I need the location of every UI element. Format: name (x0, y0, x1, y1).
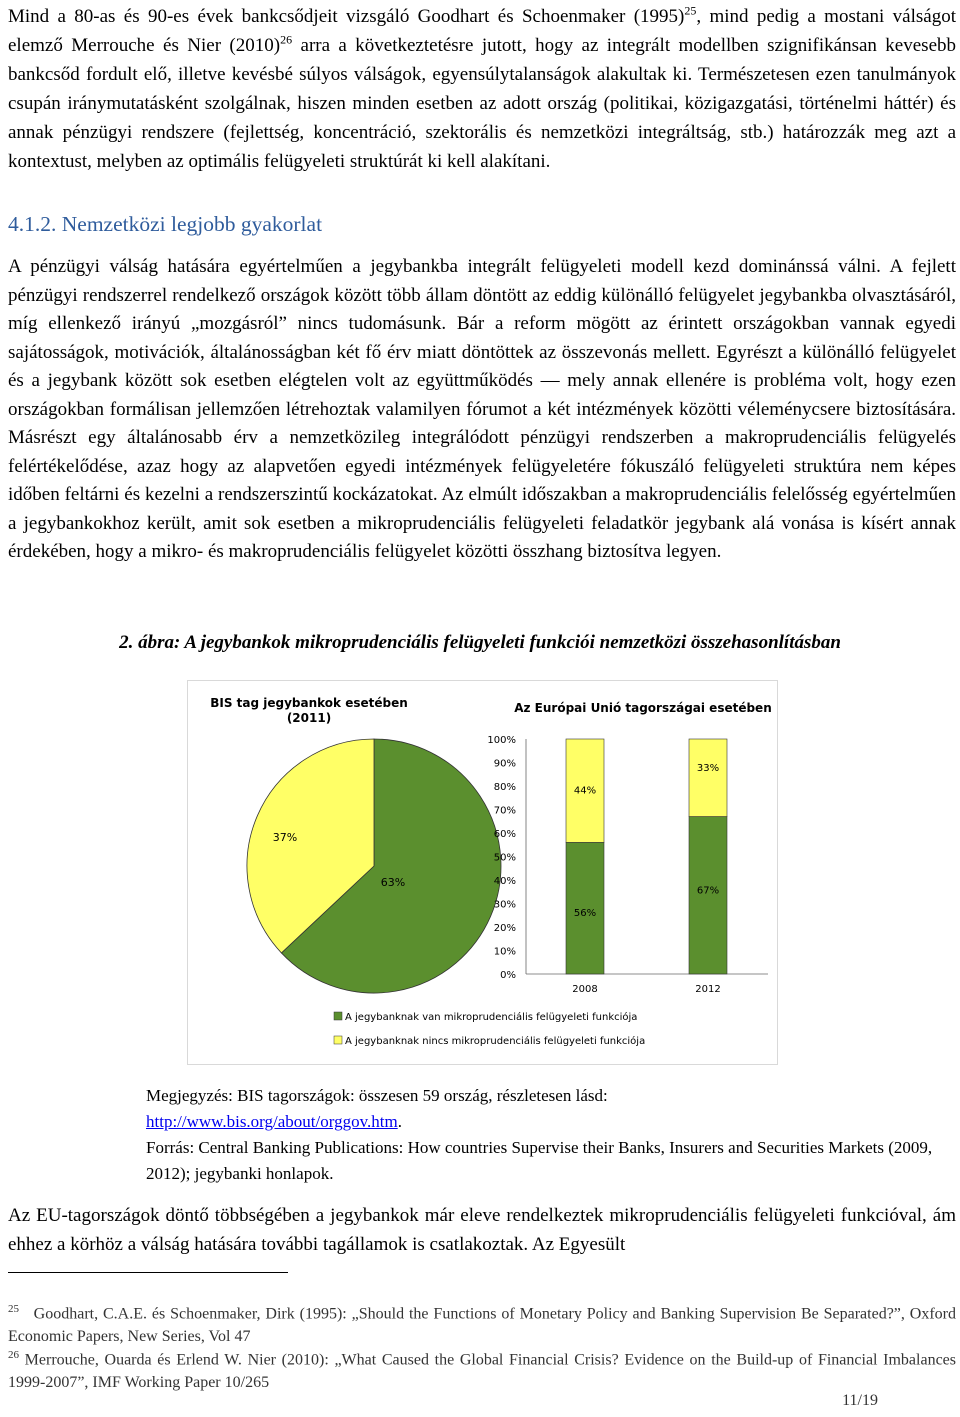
y-tick-label: 30% (493, 899, 516, 911)
intro-paragraph (8, 2, 956, 176)
y-tick-label: 60% (493, 829, 516, 840)
intro-text-1: Mind a 80-as és 90-es évek bankcsődjeit vizsgáló Goodhart és Schoenmaker (1995) (8, 6, 685, 27)
chart-svg (188, 681, 779, 1066)
pie-chart (247, 739, 501, 993)
pie-label-no: 37% (272, 831, 298, 844)
bar-value-label: 33% (696, 762, 720, 774)
x-category-label: 2008 (572, 984, 598, 995)
bar-value-label: 56% (573, 908, 597, 920)
footnote-text: Merrouche, Ouarda és Erlend W. Nier (2010): „What Caused the Global Financial Crisis? Evidence on the Build-up of Financial Imbalances 1999-2007”, IMF Working Paper 10/265 (8, 1351, 957, 1392)
bis-link[interactable]: http://www.bis.org/about/orggov.htm (146, 1112, 398, 1131)
legend-label-no: A jegybanknak nincs mikroprudenciális felügyeleti funkciója (345, 1036, 646, 1047)
intro-text-3: arra a következtetésre jutott, hogy az integrált modellben szignifikánsan kevesebb bankcsőd fordult elő, illetve kevésbé súlyos válságok, egyensúlytalanságok alakultak ki. Természetesen ezen tanulmányok csupán iránymutatásként szolgálnak, hiszen minden esetben az adott ország (politikai, közigazgatási, történelmi háttér) és annak pénzügyi rendszere (fejlettség, koncentráció, szektorális és nemzetközi integráltság, stb.) határozzák meg azt a kontextust, melyben az optimális felügyeleti struktúrát ki kell alakítani. (8, 35, 956, 172)
bar-value-label: 67% (696, 885, 720, 897)
footnote-25 (8, 1298, 956, 1348)
footnote-divider (8, 1272, 288, 1273)
footnote-number: 26 (8, 1349, 19, 1361)
footnote-number: 25 (8, 1303, 19, 1315)
y-tick-label: 10% (493, 946, 516, 958)
figure-note-link-line (146, 1109, 946, 1135)
legend-swatch-no (334, 1036, 342, 1044)
footnote-26 (8, 1344, 956, 1394)
intro-text-2: , mind pedig a mostani válságot elemző Merrouche és Nier (2010) (8, 6, 956, 56)
figure-source: Forrás: Central Banking Publications: How countries Supervise their Banks, Insurers and Securities Markets (2009, 2012); jegybanki honlapok. (146, 1138, 933, 1183)
figure-caption: 2. ábra: A jegybankok mikroprudenciális felügyeleti funkciói nemzetközi összehasonlításban (119, 632, 841, 653)
note-text: Megjegyzés: BIS tagországok: összesen 59 ország, részletesen lásd: (146, 1086, 608, 1105)
y-tick-label: 50% (493, 852, 516, 864)
y-tick-label: 90% (493, 758, 516, 770)
y-tick-label: 20% (493, 923, 516, 934)
pie-title-year: (2011) (286, 711, 332, 725)
footnote-ref-26[interactable]: 26 (280, 32, 293, 47)
pie-title: BIS tag jegybankok esetében (210, 696, 408, 710)
y-tick-label: 40% (493, 876, 516, 887)
legend-label-yes: A jegybanknak van mikroprudenciális felügyeleti funkciója (345, 1012, 638, 1023)
bar-title: Az Európai Unió tagországai esetében (514, 701, 772, 715)
figure-chart (187, 680, 778, 1065)
figure-note (146, 1083, 946, 1109)
legend-swatch-yes (334, 1012, 342, 1020)
footnote-text: Goodhart, C.A.E. és Schoenmaker, Dirk (1995): „Should the Functions of Monetary Policy and Banking Supervision Be Separated?”, Oxford Economic Papers, New Series, Vol 47 (8, 1305, 956, 1346)
bar-segment-2012-no (689, 739, 727, 817)
y-tick-label: 80% (493, 782, 516, 793)
y-tick-label: 70% (493, 805, 516, 817)
best-practice-paragraph: A pénzügyi válság hatására egyértelműen a jegybankba integrált felügyeleti modell kezd dominánssá válni. A fejlett pénzügyi rendszerrel rendelkező országok között több állam döntött az eddig különálló felügyelet jegybankba olvasztásáról, míg ellenkező irányú „mozgásról” nincs tudomásunk. Bár a reform mögött az érintett országokban vannak egyedi sajátosságok, motivációk, általánosságban két fő érv miatt döntöttek az összevonás mellett. Egyrészt a különálló felügyelet és a jegybank között sok esetben elégtelen volt az együttműködés — mely annak ellenére is probléma volt, hogy ezen országokban formálisan jellemzően létrehoztak valamilyen fórumot a két intézmények közötti véleménycsere biztosítására. Másrészt egy általánosabb érv a nemzetközileg integrálódott pénzügyi rendszerben a makroprudenciális felügyelés felértékelődése, azaz hogy az alapvetően egyedi intézmények felügyeletére fókuszáló felügyeleti struktúra nem képes időben feltárni és kezelni a rendszerszintű kockázatokat. Az elmúlt időszakban a makroprudenciális felelősség egyértelműen a jegybankokhoz került, amit sok esetben a mikroprudenciális felügyeleti feladatkör jegybank alá vonása is kísért annak érdekében, hogy a mikro- és makroprudenciális felügyelet közötti összhang biztosítva legyen. (8, 256, 956, 562)
y-tick-label: 100% (487, 735, 516, 746)
eu-paragraph: Az EU-tagországok döntő többségében a jegybankok már eleve rendelkeztek mikroprudenciális felügyeleti funkcióval, ám ehhez a körhöz a válság hatására további tagállamok is csatlakoztak. Az Egyesült (8, 1205, 956, 1255)
section-heading: 4.1.2. Nemzetközi legjobb gyakorlat (8, 212, 323, 236)
footnote-ref-25[interactable]: 25 (684, 3, 697, 18)
pie-label-yes: 63% (380, 876, 406, 889)
bar-value-label: 44% (573, 785, 597, 797)
note-link-suffix: . (397, 1112, 402, 1131)
x-category-label: 2012 (695, 984, 721, 995)
page-number: 11/19 (842, 1392, 878, 1409)
y-tick-label: 0% (500, 970, 516, 981)
bar-chart (566, 739, 727, 995)
